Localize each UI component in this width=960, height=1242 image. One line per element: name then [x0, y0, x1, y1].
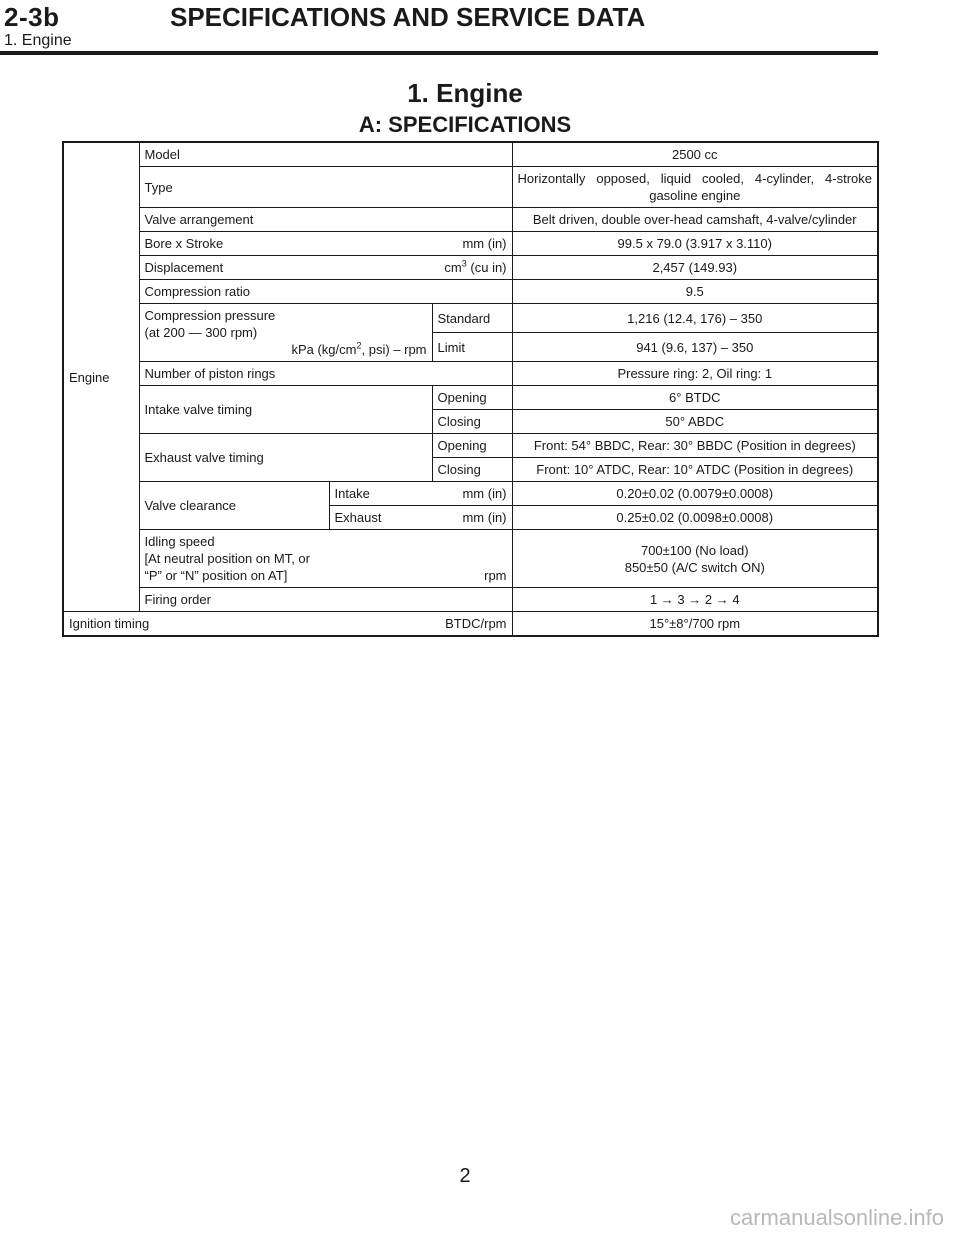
- valve-arrangement-label: Valve arrangement: [139, 208, 512, 232]
- subsection-title: A: SPECIFICATIONS: [358, 112, 572, 137]
- table-row: [63, 362, 878, 386]
- compression-standard-label: Standard: [432, 304, 512, 333]
- idling-speed-label: Idling speed [At neutral position on MT, or “P” or “N” position on AT] rpm: [139, 530, 512, 588]
- type-value: Horizontally opposed, liquid cooled, 4-cylinder, 4-stroke gasoline engine: [512, 167, 878, 208]
- bore-stroke-value: 99.5 x 79.0 (3.917 x 3.110): [512, 232, 878, 256]
- piston-rings-label: Number of piston rings: [139, 362, 512, 386]
- idling-speed-unit: rpm: [484, 568, 507, 583]
- ignition-timing-label: Ignition timing: [69, 616, 150, 631]
- intake-valve-timing-label: Intake valve timing: [139, 386, 432, 434]
- valve-arrangement-value: Belt driven, double over-head camshaft, 4-valve/cylinder: [512, 208, 878, 232]
- engine-group-label: Engine: [63, 142, 139, 612]
- compression-limit-value: 941 (9.6, 137) – 350: [512, 333, 878, 362]
- table-row: [63, 588, 878, 612]
- intake-closing-label: Closing: [432, 410, 512, 434]
- exhaust-opening-value: Front: 54° BBDC, Rear: 30° BBDC (Position in degrees): [512, 434, 878, 458]
- chapter-subtitle: 1. Engine: [4, 32, 72, 49]
- chapter-code: 2-3b: [4, 2, 60, 32]
- valve-clearance-label: Valve clearance: [139, 482, 329, 530]
- bore-stroke-label: Bore x Stroke: [144, 236, 224, 251]
- clearance-exhaust-unit: mm (in): [462, 510, 507, 525]
- section-title: 1. Engine: [407, 78, 523, 108]
- model-value: 2500 cc: [512, 142, 878, 167]
- watermark: carmanualsonline.info: [729, 1205, 944, 1230]
- exhaust-valve-timing-label: Exhaust valve timing: [139, 434, 432, 482]
- clearance-intake-label: Intake: [334, 486, 370, 501]
- chapter-title: SPECIFICATIONS AND SERVICE DATA: [170, 2, 646, 32]
- table-row: [63, 232, 878, 256]
- compression-ratio-value: 9.5: [512, 280, 878, 304]
- exhaust-closing-value: Front: 10° ATDC, Rear: 10° ATDC (Position in degrees): [512, 458, 878, 482]
- clearance-exhaust-label: Exhaust: [334, 510, 382, 525]
- table-row: [63, 280, 878, 304]
- table-row: [63, 304, 878, 333]
- table-row: [63, 530, 878, 588]
- table-row: [63, 208, 878, 232]
- table-row: [63, 167, 878, 208]
- displacement-value: 2,457 (149.93): [512, 256, 878, 280]
- intake-opening-value: 6° BTDC: [512, 386, 878, 410]
- intake-closing-value: 50° ABDC: [512, 410, 878, 434]
- table-row: [63, 482, 878, 506]
- table-row: [63, 142, 878, 167]
- table-row: [63, 256, 878, 280]
- page-number: 2: [459, 1165, 471, 1187]
- exhaust-closing-label: Closing: [432, 458, 512, 482]
- clearance-intake-value: 0.20±0.02 (0.0079±0.0008): [512, 482, 878, 506]
- header-rule: [0, 51, 878, 55]
- model-label: Model: [139, 142, 512, 167]
- compression-standard-value: 1,216 (12.4, 176) – 350: [512, 304, 878, 333]
- compression-limit-label: Limit: [432, 333, 512, 362]
- clearance-intake-unit: mm (in): [462, 486, 507, 501]
- type-label: Type: [139, 167, 512, 208]
- displacement-unit: $cm^3$ (cu in): [444, 258, 507, 275]
- table-row: [63, 386, 878, 410]
- ignition-timing-unit: BTDC/rpm: [445, 616, 507, 631]
- exhaust-opening-label: Opening: [432, 434, 512, 458]
- intake-opening-label: Opening: [432, 386, 512, 410]
- ignition-timing-value: 15°±8°/700 rpm: [512, 612, 878, 637]
- firing-order-value: 1 → 3 → 2 → 4: [512, 588, 878, 612]
- bore-stroke-unit: mm (in): [462, 236, 507, 251]
- firing-order-label: Firing order: [139, 588, 512, 612]
- table-row: [63, 612, 878, 637]
- table-row: [63, 434, 878, 458]
- specifications-table: [62, 141, 879, 637]
- piston-rings-value: Pressure ring: 2, Oil ring: 1: [512, 362, 878, 386]
- compression-ratio-label: Compression ratio: [139, 280, 512, 304]
- clearance-exhaust-value: 0.25±0.02 (0.0098±0.0008): [512, 506, 878, 530]
- compression-pressure-label: Compression pressure (at 200 — 300 rpm) kPa ($kg/cm^2$, psi) – rpm: [139, 304, 432, 362]
- idling-speed-value: 700±100 (No load) 850±50 (A/C switch ON): [512, 530, 878, 588]
- displacement-label: Displacement: [144, 260, 224, 275]
